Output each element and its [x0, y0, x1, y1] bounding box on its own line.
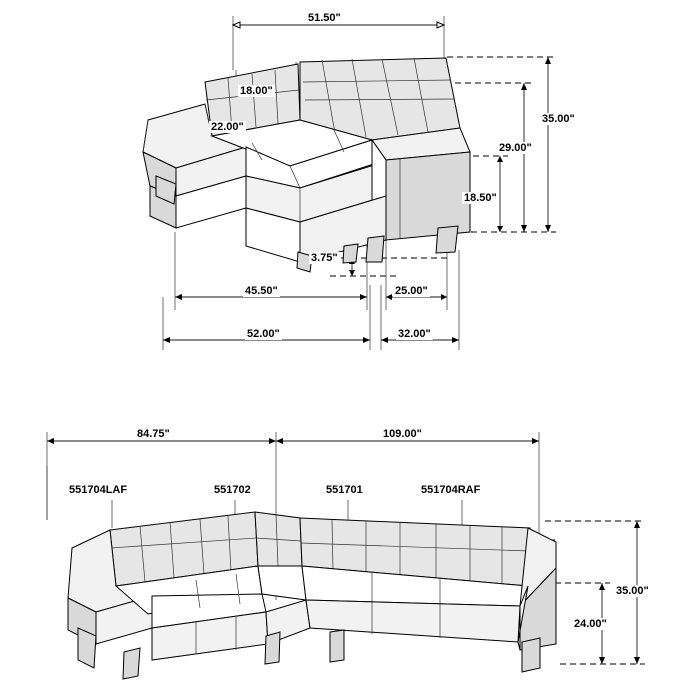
dim-overall-depth: 32.00"	[398, 328, 431, 340]
dim-top-width: 51.50"	[308, 12, 341, 24]
part-corner: 551701	[326, 484, 363, 496]
dim-sectional-height: 35.00"	[616, 585, 649, 597]
part-laf: 551704LAF	[69, 484, 128, 496]
dim-leg-height: 3.75"	[311, 252, 338, 264]
dim-back-cushion: 18.00"	[240, 85, 273, 97]
dim-sectional-seat-height: 24.00"	[574, 618, 607, 630]
dim-overall-height: 35.00"	[542, 113, 575, 125]
loveseat-illustration	[143, 58, 470, 272]
part-raf: 551704RAF	[421, 484, 481, 496]
part-armless: 551702	[214, 484, 251, 496]
sectional-illustration	[68, 512, 556, 679]
dim-right-section-width: 109.00"	[383, 428, 422, 440]
dim-left-section-width: 84.75"	[137, 428, 170, 440]
dim-overall-width: 52.00"	[247, 328, 280, 340]
dim-side-depth-inner: 25.00"	[395, 285, 428, 297]
dim-arm-height: 29.00"	[499, 142, 532, 154]
dim-seat-depth: 22.00"	[211, 121, 244, 133]
dim-inner-seat-width: 45.50"	[245, 285, 278, 297]
dim-seat-height: 18.50"	[464, 192, 497, 204]
